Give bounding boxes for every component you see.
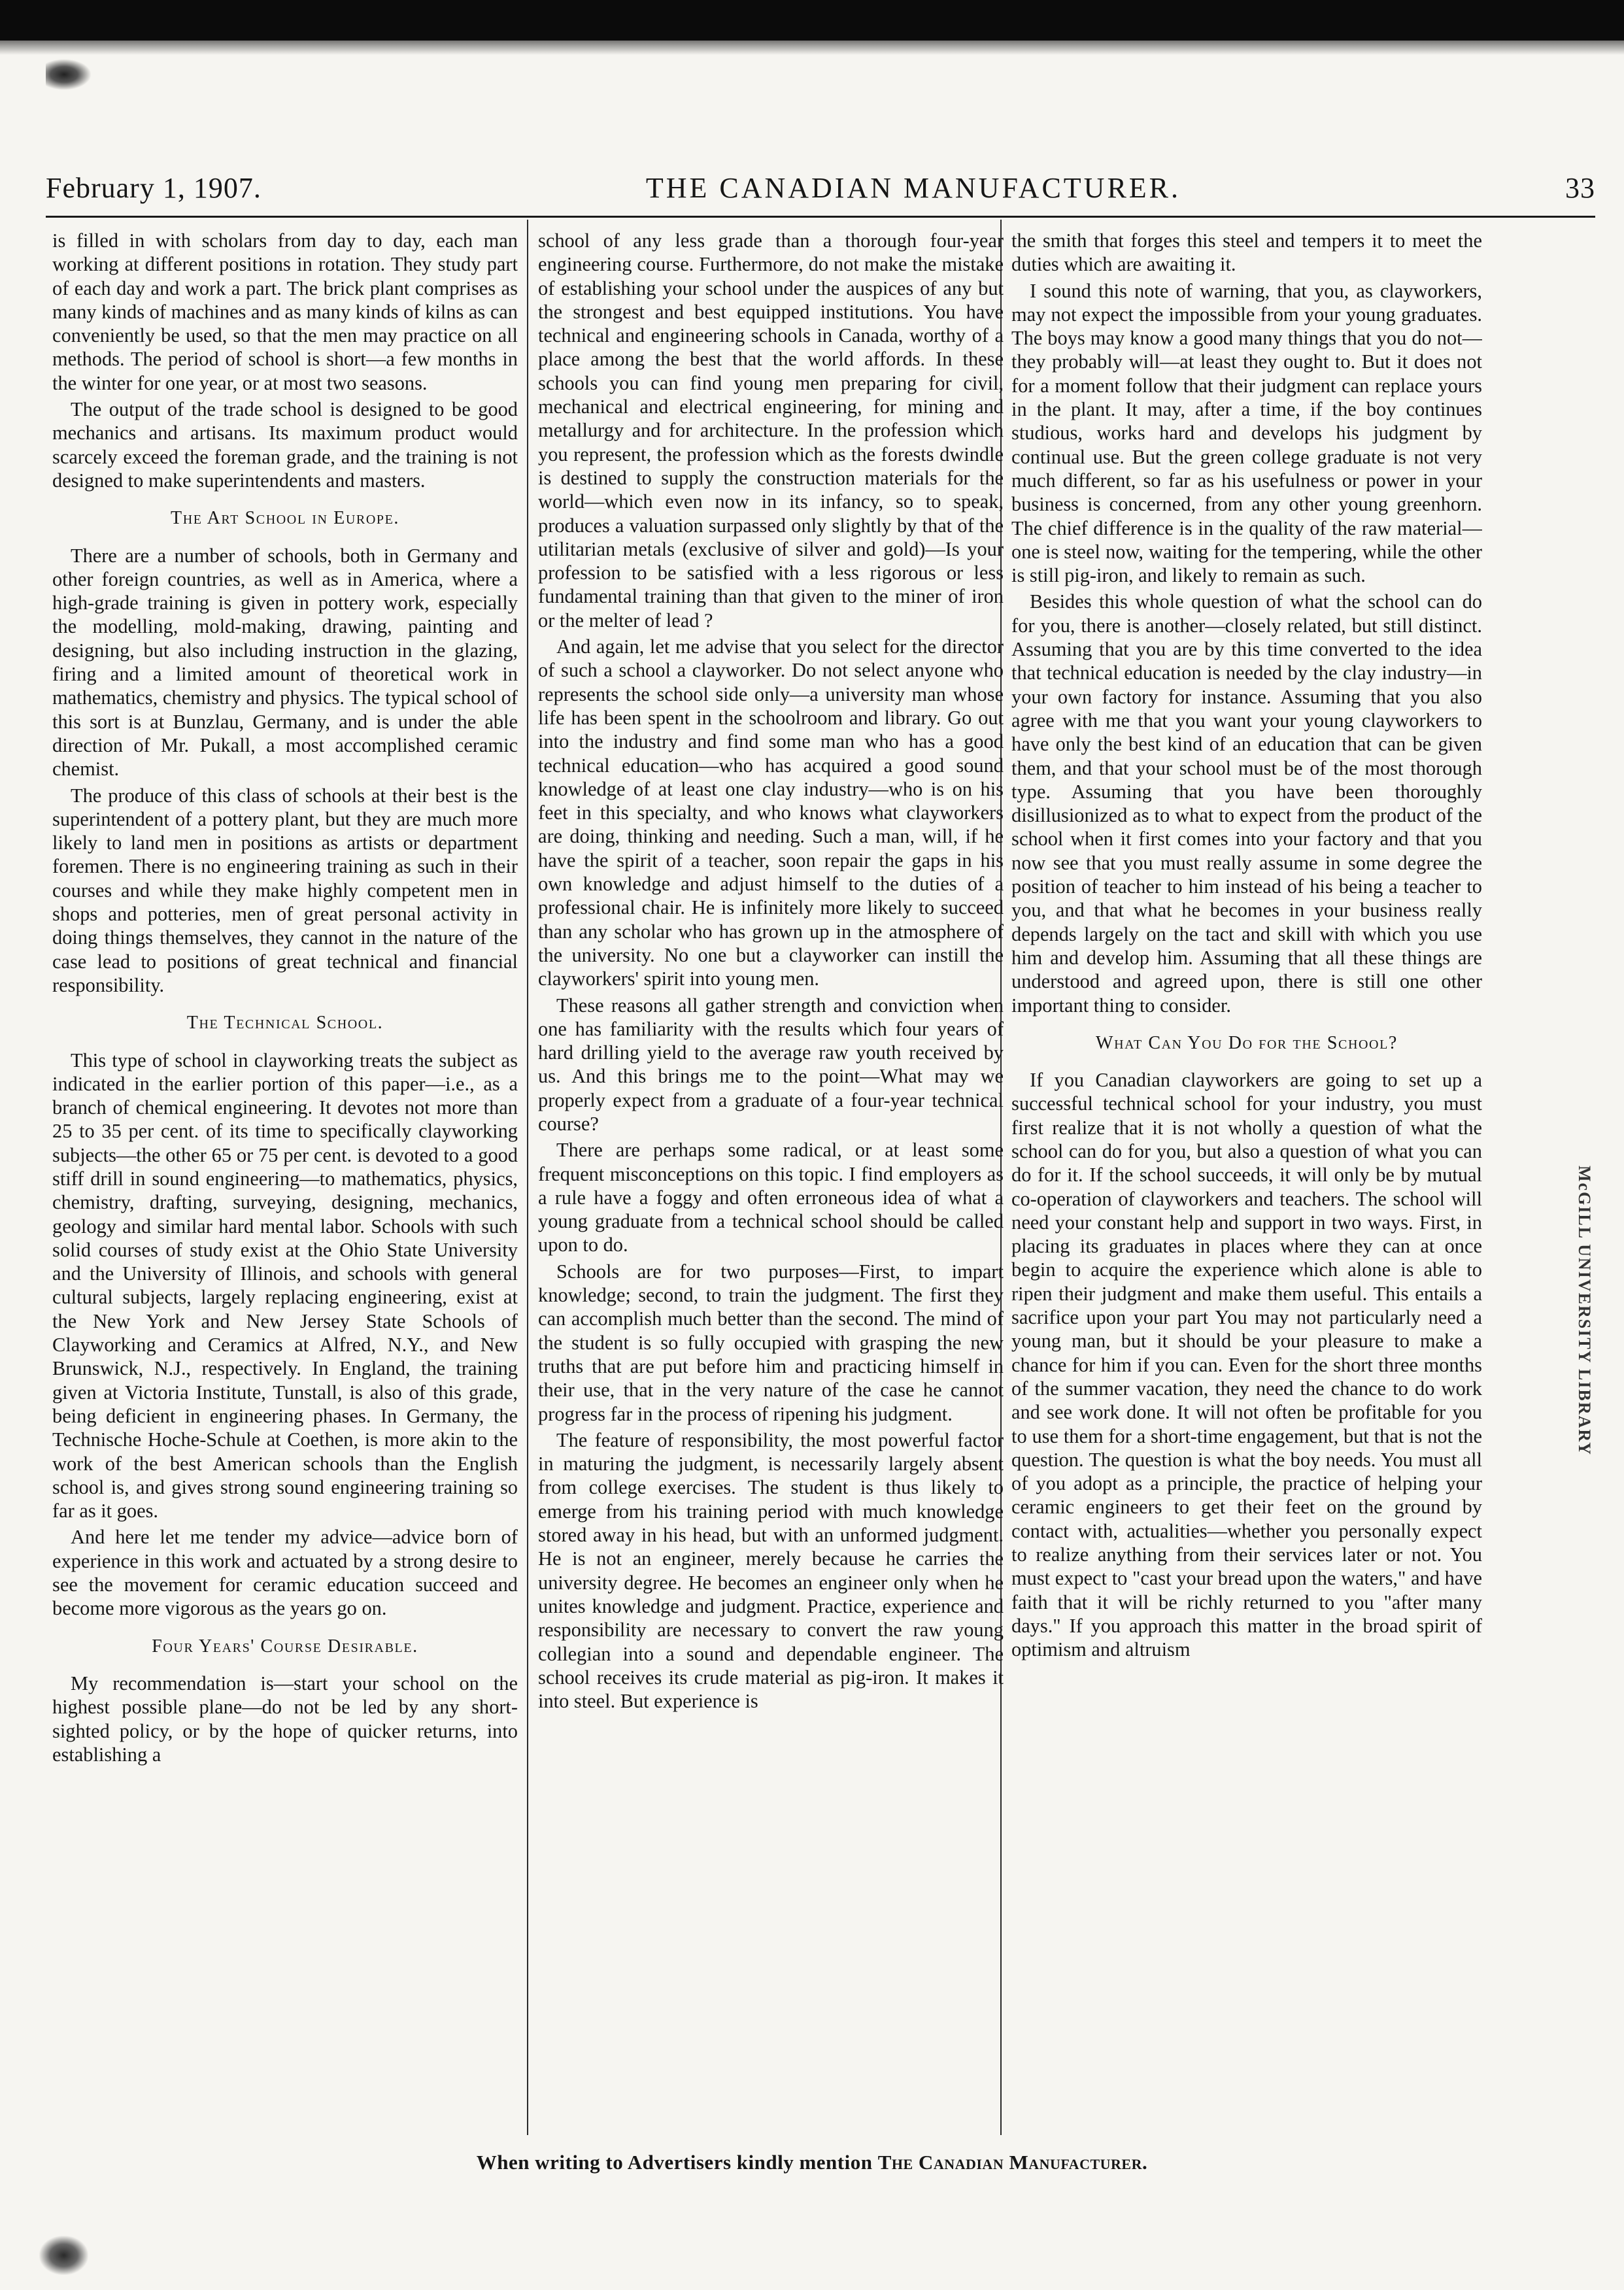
paragraph: I sound this note of warning, that you, as clayworkers, may not expect the impossible from your young graduates. The boys may know a good many things that you do not—they probably will—at least they ought to. But it does not for a moment follow that their judgment can replace yours in the plant. It may, after a time, if the boy continues studious, works hard and develops his judgment by continual use. But the green college graduate is not very much different, so far as his usefulness or power in your business is concerned, from any other young greenhorn. The chief difference is in the quality of the raw material—one is steel now, waiting for the tempering, while the other is still pig-iron, and likely to remain as such. <box>1011 279 1482 587</box>
ink-blot-mark <box>46 59 92 90</box>
paragraph: If you Canadian clayworkers are going to set up a successful technical school for your industry, you must first realize that it is not wholly a question of what the school can do for you, but also a question of what you can do for it. If the school succeeds, it will only be by mutual co-operation of clayworkers and teachers. The school will need your constant help and support in two ways. First, in placing its graduates in places where they can at once begin to acquire the experience which alone is able to ripen their judgment and make them useful. This entails a sacrifice upon your part You may not particularly need a young man, but it should be your pleasure to make a chance for him if you can. Even for the short three months of the summer vacation, they need the chance to do work and see work done. It will not often be profitable for you to use them for a short-time engagement, but that is not the question. The question is what the boy needs. You must all of you adopt as a principle, the practice of helping your ceramic engineers to get their feet on the ground by contact with, actualities—whether you personally expect to realize anything from their services later or not. You must expect to "cast your bread upon the waters," and have faith that it will be richly returned to you "after many days." If you approach this matter in the broad spirit of optimism and altruism <box>1011 1069 1482 1661</box>
paragraph: There are a number of schools, both in Germany and other foreign countries, as well as in America, where a high-grade training is given in pottery work, especially the modelling, mold-making, drawing, painting and designing, but also including instruction in the glazing, firing and a limited amount of theoretical work in mathematics, chemistry and physics. The typical school of this sort is at Bunzlau, Germany, and is under the able direction of Mr. Pukall, a most accomplished ceramic chemist. <box>52 544 518 781</box>
section-heading: What Can You Do for the School? <box>1096 1032 1398 1053</box>
paragraph: the smith that forges this steel and tempers it to meet the duties which are awaiting it. <box>1011 229 1482 276</box>
paragraph: Besides this whole question of what the school can do for you, there is another—closely related, but still distinct. Assuming that you are by this time converted to the idea that technical education is needed by the clay industry—in your own factory for instance. Assuming that you also agree with me that you want your young clayworkers to have only the best kind of an education that can be given them, and that your school must be of the most thorough type. Assuming that you have been thoroughly disillusionized as to what to expect from the product of the school when it first comes into your factory and that you now see that you must really assume in some degree the position of teacher to him instead of his being a teacher to you, and that what he becomes in your business really depends largely on the tact and skill with which you use him and develop him. Assuming that all these things are understood and agreed upon, there is still one other important thing to consider. <box>1011 590 1482 1017</box>
paragraph: And here let me tender my advice—advice born of experience in this work and actuated by a strong desire to see the movement for ceramic education succeed and become more vigorous as the years go on. <box>52 1526 518 1620</box>
section-heading: Four Years' Course Desirable. <box>152 1636 418 1657</box>
paragraph: is filled in with scholars from day to day, each man working at different positions in rotation. They study part of each day and work a part. The brick plant comprises as many kinds of machines and as many kinds of kilns as can conveniently be used, so that the men may practice on all methods. The period of school is short—a few months in the winter for one year, or at most two seasons. <box>52 229 518 394</box>
column-divider <box>527 220 528 2135</box>
paragraph: Schools are for two purposes—First, to impart knowledge; second, to train the judgment. The first they can accomplish much better than the second. The mind of the student is so fully occupied with grasping the new truths that are put before him and practicing himself in their use, that in the very nature of the case he cannot progress far in the process of ripening his judgment. <box>538 1260 1004 1425</box>
scan-top-border-shadow <box>0 41 1624 55</box>
page-number: 33 <box>1565 172 1595 204</box>
footer-lead-text: When writing to Advertisers kindly mention <box>476 2151 873 2174</box>
paragraph: The output of the trade school is designed to be good mechanics and artisans. Its maximum product would scarcely exceed the foreman grade, and the training is not designed to make superintendents and masters. <box>52 398 518 492</box>
paragraph: And again, let me advise that you select for the director of such a school a clayworker. Do not select anyone who represents the school side only—a university man whose life has been spent in the schoolroom and library. Go out into the industry and find some man who has a good technical education—who has acquired a good sound knowledge of at least one clay industry—who is on his feet in this specialty, and who knows what clayworkers are doing, thinking and needing. Such a man, will, if he have the spirit of a teacher, soon repair the gaps in his own knowledge and adjust himself to the duties of a professional chair. He is infinitely more likely to succeed than any scholar who has grown up in the atmosphere of the university. No one but a clayworker can instill the clayworkers' spirit into young men. <box>538 635 1004 990</box>
issue-date: February 1, 1907. <box>46 172 262 204</box>
paragraph: There are perhaps some radical, or at least some frequent misconceptions on this topic. I find employers as a rule have a foggy and often erroneous idea of what a young graduate from a technical school should be called upon to do. <box>538 1139 1004 1256</box>
header-rule <box>46 216 1595 218</box>
paragraph: These reasons all gather strength and conviction when one has familiarity with the results which four years of hard drilling yield to the average raw youth received by us. And this brings me to the point—What may we properly expect from a graduate of a four-year technical course? <box>538 994 1004 1135</box>
library-margin-stamp: McGILL UNIVERSITY LIBRARY <box>1575 1166 1594 1456</box>
article-column-1 <box>52 229 518 2134</box>
ink-blot-mark <box>39 2236 88 2275</box>
section-heading: The Art School in Europe. <box>170 508 400 529</box>
article-column-3 <box>1011 229 1482 2134</box>
footer-publication-name: The Canadian Manufacturer. <box>877 2151 1148 2174</box>
paragraph: The feature of responsibility, the most powerful factor in maturing the judgment, is necessarily largely absent from college exercises. The student is thus likely to emerge from his training period with much knowledge stored away in his head, but with an unformed judgment. He is not an engineer, merely because he carries the university degree. He becomes an engineer only when he unites knowledge and judgment. Practice, experience and responsibility are necessary to convert the raw young collegian into a sound and dependable engineer. The school receives its crude material as pig-iron. It makes it into steel. But experience is <box>538 1428 1004 1713</box>
paragraph: This type of school in clayworking treats the subject as indicated in the earlier portion of this paper—i.e., as a branch of chemical engineering. It devotes not more than 25 to 35 per cent. of its time to specifically clayworking subjects—the other 65 or 75 per cent. is devoted to a good stiff drill in sound engineering—to mathematics, physics, chemistry, drafting, surveying, designing, mechanics, geology and similar hard mental labor. Schools with such solid courses of study exist at the Ohio State University and the University of Illinois, and schools with general cultural subjects, largely replacing engineering, exist at the New York and New Jersey State Schools of Clayworking and Ceramics at Alfred, N.Y., and New Brunswick, N.J., respectively. In England, the training given at Victoria Institute, Tunstall, is also of this grade, being deficient in engineering phases. In Germany, the Technische Hoche-Schule at Coethen, is more akin to the work of the best American schools than the English school is, and gives strong sound engineering training so far as it goes. <box>52 1049 518 1523</box>
paragraph: My recommendation is—start your school on the highest possible plane—do not be led by any short-sighted policy, or by the hope of quicker returns, into establishing a <box>52 1672 518 1766</box>
scan-top-border <box>0 0 1624 41</box>
publication-title: THE CANADIAN MANUFACTURER. <box>645 172 1181 204</box>
page-header <box>46 171 1595 210</box>
section-heading: The Technical School. <box>186 1013 384 1034</box>
article-column-2 <box>538 229 1004 2134</box>
advertiser-footer <box>0 2151 1624 2174</box>
paragraph: school of any less grade than a thorough four-year engineering course. Furthermore, do not make the mistake of establishing your school under the auspices of any but the strongest and best equipped institutions. You have technical and engineering schools in Canada, worthy of a place among the best that the world affords. In these schools you can find young men preparing for civil, mechanical and electrical engineering, for mining and metallurgy and for architecture. In the profession which you represent, the profession which as the forests dwindle is destined to supply the construction materials for the world—which even now in its infancy, so to speak, produces a valuation surpassed only slightly by that of the utilitarian metals (exclusive of silver and gold)—Is your profession to be satisfied with a less rigorous or less fundamental training than that given to the miner of iron or the melter of lead ? <box>538 229 1004 631</box>
paragraph: The produce of this class of schools at their best is the superintendent of a pottery plant, but they are much more likely to land men in positions as artists or department foremen. There is no engineering training as such in their courses and while they make highly competent men in shops and potteries, men of great personal activity in doing things themselves, they cannot in the nature of the case lead to positions of great technical and financial responsibility. <box>52 784 518 996</box>
